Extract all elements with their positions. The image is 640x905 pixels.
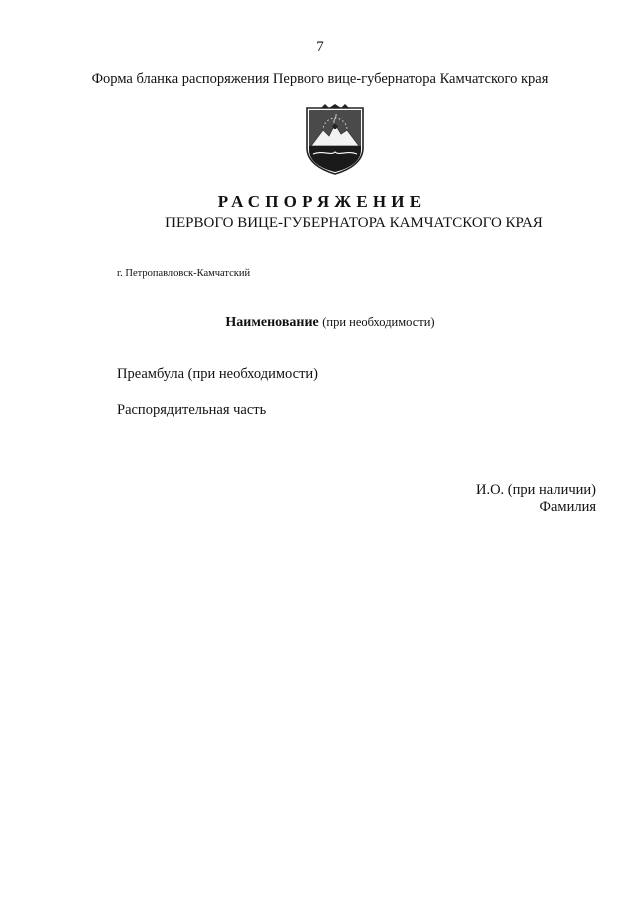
title-note: (при необходимости) — [322, 315, 435, 329]
coat-of-arms-emblem — [303, 104, 367, 176]
signer-initials: И.О. (при наличии) — [475, 482, 596, 498]
signer-last-name: Фамилия — [539, 499, 596, 515]
page-number: 7 — [316, 39, 324, 55]
document-type-heading: РАСПОРЯЖЕНИЕ — [217, 192, 427, 211]
document-title — [0, 314, 640, 331]
operative-part-paragraph: Распорядительная часть — [117, 402, 267, 418]
preamble-paragraph: Преамбула (при необходимости) — [117, 366, 318, 382]
issuer-line: ПЕРВОГО ВИЦЕ-ГУБЕРНАТОРА КАМЧАТСКОГО КРАЯ — [165, 215, 543, 231]
form-caption: Форма бланка распоряжения Первого вице-губернатора Камчатского края — [91, 71, 549, 87]
title-label: Наименование — [225, 315, 319, 330]
kamchatka-coat-of-arms-icon — [303, 104, 367, 176]
city-line: г. Петропавловск-Камчатский — [117, 268, 251, 279]
